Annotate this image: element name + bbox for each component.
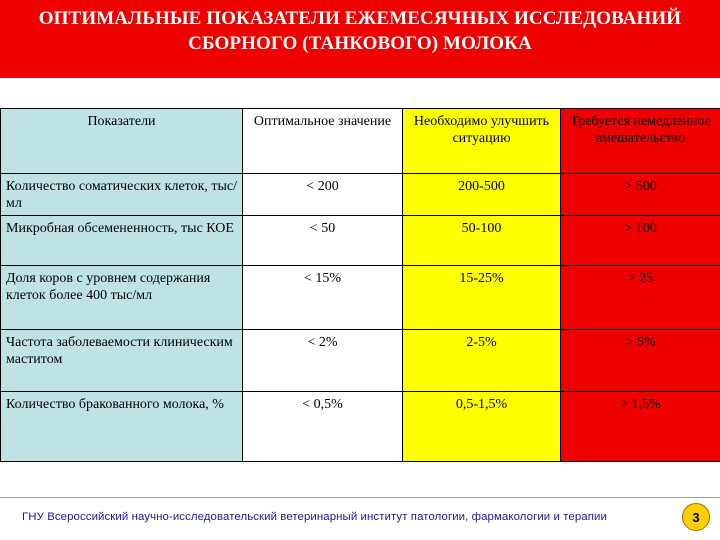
table-row xyxy=(1,330,720,392)
row-optimal-value: < 0,5% xyxy=(243,392,403,462)
header-indicators: Показатели xyxy=(1,109,243,174)
page-number-badge: 3 xyxy=(682,503,710,531)
row-improve-value: 15-25% xyxy=(403,266,561,330)
header-urgent: Требуется немедленное вмешательство xyxy=(561,109,720,174)
row-indicator: Количество соматических клеток, тыс/мл xyxy=(1,174,243,216)
row-improve-value: 200-500 xyxy=(403,174,561,216)
milk-indicators-table xyxy=(0,108,720,462)
row-indicator: Микробная обсемененность, тыс КОЕ xyxy=(1,216,243,266)
slide-title xyxy=(39,6,681,56)
footer-divider xyxy=(0,497,720,498)
row-optimal-value: < 2% xyxy=(243,330,403,392)
table-row xyxy=(1,266,720,330)
row-urgent-value: > 100 xyxy=(561,216,720,266)
row-urgent-value: > 500 xyxy=(561,174,720,216)
slide-title-line-1: ОПТИМАЛЬНЫЕ ПОКАЗАТЕЛИ ЕЖЕМЕСЯЧНЫХ ИССЛЕДОВАНИЙ xyxy=(38,8,682,29)
row-improve-value: 2-5% xyxy=(403,330,561,392)
slide-title-line-2: СБОРНОГО (ТАНКОВОГО) МОЛОКА xyxy=(188,33,532,54)
row-indicator: Количество бракованного молока, % xyxy=(1,392,243,462)
footer-institute: ГНУ Всероссийский научно-исследовательский ветеринарный институт патологии, фармакологии и терапии xyxy=(22,511,607,523)
row-improve-value: 50-100 xyxy=(403,216,561,266)
row-indicator: Доля коров с уровнем содержания клеток более 400 тыс/мл xyxy=(1,266,243,330)
row-indicator: Частота заболеваемости клиническим маститом xyxy=(1,330,243,392)
row-urgent-value: > 25 xyxy=(561,266,720,330)
row-urgent-value: > 5% xyxy=(561,330,720,392)
header-optimal: Оптимальное значение xyxy=(243,109,403,174)
table-row xyxy=(1,392,720,462)
row-optimal-value: < 200 xyxy=(243,174,403,216)
row-urgent-value: > 1,5% xyxy=(561,392,720,462)
slide-footer xyxy=(0,497,720,537)
table-row xyxy=(1,216,720,266)
row-optimal-value: < 15% xyxy=(243,266,403,330)
row-optimal-value: < 50 xyxy=(243,216,403,266)
header-improve: Необходимо улучшить ситуацию xyxy=(403,109,561,174)
row-improve-value: 0,5-1,5% xyxy=(403,392,561,462)
title-band xyxy=(0,0,720,78)
table-header-row xyxy=(1,109,720,174)
table-row xyxy=(1,174,720,216)
